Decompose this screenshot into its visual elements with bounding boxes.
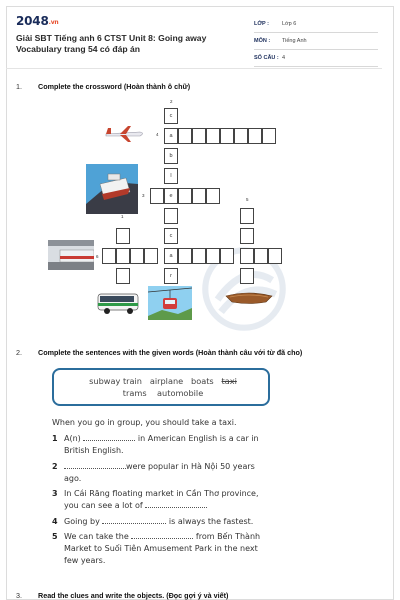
sentence-3 xyxy=(52,488,267,512)
sentence-number: 5 xyxy=(52,532,58,541)
clue-number: 5 xyxy=(246,197,249,202)
clue-number: 1 xyxy=(121,214,124,219)
meta-value: 4 xyxy=(282,55,286,61)
crossword-cell[interactable]: c xyxy=(164,228,178,244)
crossword-cell[interactable]: b xyxy=(164,148,178,164)
sentence-text: In Cái Răng floating market in Cần Thơ province, you can see a lot of xyxy=(64,489,259,510)
answer-blank[interactable] xyxy=(102,516,166,524)
clue-number: 4 xyxy=(156,132,159,137)
sentence-text: . xyxy=(205,501,208,510)
word-bank-item: boats xyxy=(191,376,214,386)
wooden-boat-picture xyxy=(224,290,274,306)
sentence-text: We can take the xyxy=(64,532,129,541)
sentence-text: from Bến Thành Market to Suối Tiên Amusement Park in the next few years. xyxy=(64,532,261,565)
sentence-number: 1 xyxy=(52,434,58,443)
sentence-text: were popular in Hà Nội 50 years ago. xyxy=(64,462,255,483)
meta-row-count xyxy=(254,50,378,67)
clue-number: 2 xyxy=(170,99,173,104)
word-bank-item-used: taxi xyxy=(221,376,237,386)
sentence-text: Going by xyxy=(64,517,100,526)
question-1-heading xyxy=(16,82,190,91)
meta-key: SỐ CÂU : xyxy=(254,55,279,61)
word-bank-item: airplane xyxy=(149,376,184,386)
example-text: When you go in group, you should take a taxi. xyxy=(52,418,237,427)
sentence-5 xyxy=(52,531,267,567)
crossword-cell[interactable]: c xyxy=(164,108,178,124)
question-number: 1. xyxy=(16,82,22,91)
answer-blank[interactable] xyxy=(131,531,193,539)
ferry-boat-picture xyxy=(86,164,138,214)
question-2-heading xyxy=(16,348,302,357)
question-number: 2. xyxy=(16,348,22,357)
meta-value: Tiếng Anh xyxy=(282,38,307,44)
airplane-picture xyxy=(104,124,146,144)
example-sentence xyxy=(52,417,282,429)
word-bank-box xyxy=(52,368,270,406)
answer-blank[interactable] xyxy=(64,461,126,469)
header-divider xyxy=(6,68,382,69)
watermark-logo-icon xyxy=(200,245,288,333)
question-title: Complete the sentences with the given words (Hoàn thành câu với từ đã cho) xyxy=(38,348,303,357)
question-title: Complete the crossword (Hoàn thành ô chữ) xyxy=(38,82,191,91)
sentence-text: in American English is a car in British English. xyxy=(64,434,259,455)
sentence-1 xyxy=(52,433,267,457)
meta-key: LỚP : xyxy=(254,21,269,27)
word-bank-item: trams xyxy=(122,388,147,398)
page-title: Giải SBT Tiếng anh 6 CTST Unit 8: Going away Vocabulary trang 54 có đáp án xyxy=(16,33,207,54)
clue-number: 3 xyxy=(142,193,145,198)
meta-value: Lớp 6 xyxy=(282,21,297,27)
meta-row-subject xyxy=(254,33,378,50)
logo-text: 2048 xyxy=(16,14,49,28)
sentence-4 xyxy=(52,516,267,528)
train-station-picture xyxy=(48,240,94,270)
meta-key: MÔN : xyxy=(254,38,271,44)
sentence-text: is always the fastest. xyxy=(168,517,254,526)
answer-blank[interactable] xyxy=(145,500,205,508)
bus-picture xyxy=(96,290,140,316)
word-bank-line-1 xyxy=(54,376,272,386)
meta-row-class xyxy=(254,16,378,33)
answer-blank[interactable] xyxy=(83,433,135,441)
crossword-cell[interactable]: e xyxy=(164,188,178,204)
word-bank-line-2 xyxy=(54,388,272,398)
sentence-2 xyxy=(52,461,267,485)
logo-suffix: .vn xyxy=(48,19,59,26)
question-number: 3. xyxy=(16,591,22,600)
clue-number: 6 xyxy=(96,254,99,259)
sentence-text: A(n) xyxy=(64,434,81,443)
crossword-cell[interactable]: r xyxy=(164,268,178,284)
site-logo[interactable] xyxy=(16,14,58,28)
crossword-cell[interactable]: a xyxy=(164,128,178,144)
crossword-cell[interactable]: a xyxy=(164,248,178,264)
sentence-number: 3 xyxy=(52,489,58,498)
question-title: Read the clues and write the objects. (Đọc gợi ý và viết) xyxy=(38,591,229,600)
meta-table xyxy=(254,16,378,67)
word-bank-item: automobile xyxy=(157,388,204,398)
cable-car-picture xyxy=(148,286,192,320)
word-bank-item: subway train xyxy=(89,376,142,386)
sentence-number: 2 xyxy=(52,462,58,471)
question-3-heading xyxy=(16,591,228,600)
sentence-number: 4 xyxy=(52,517,58,526)
crossword-cell[interactable]: l xyxy=(164,168,178,184)
